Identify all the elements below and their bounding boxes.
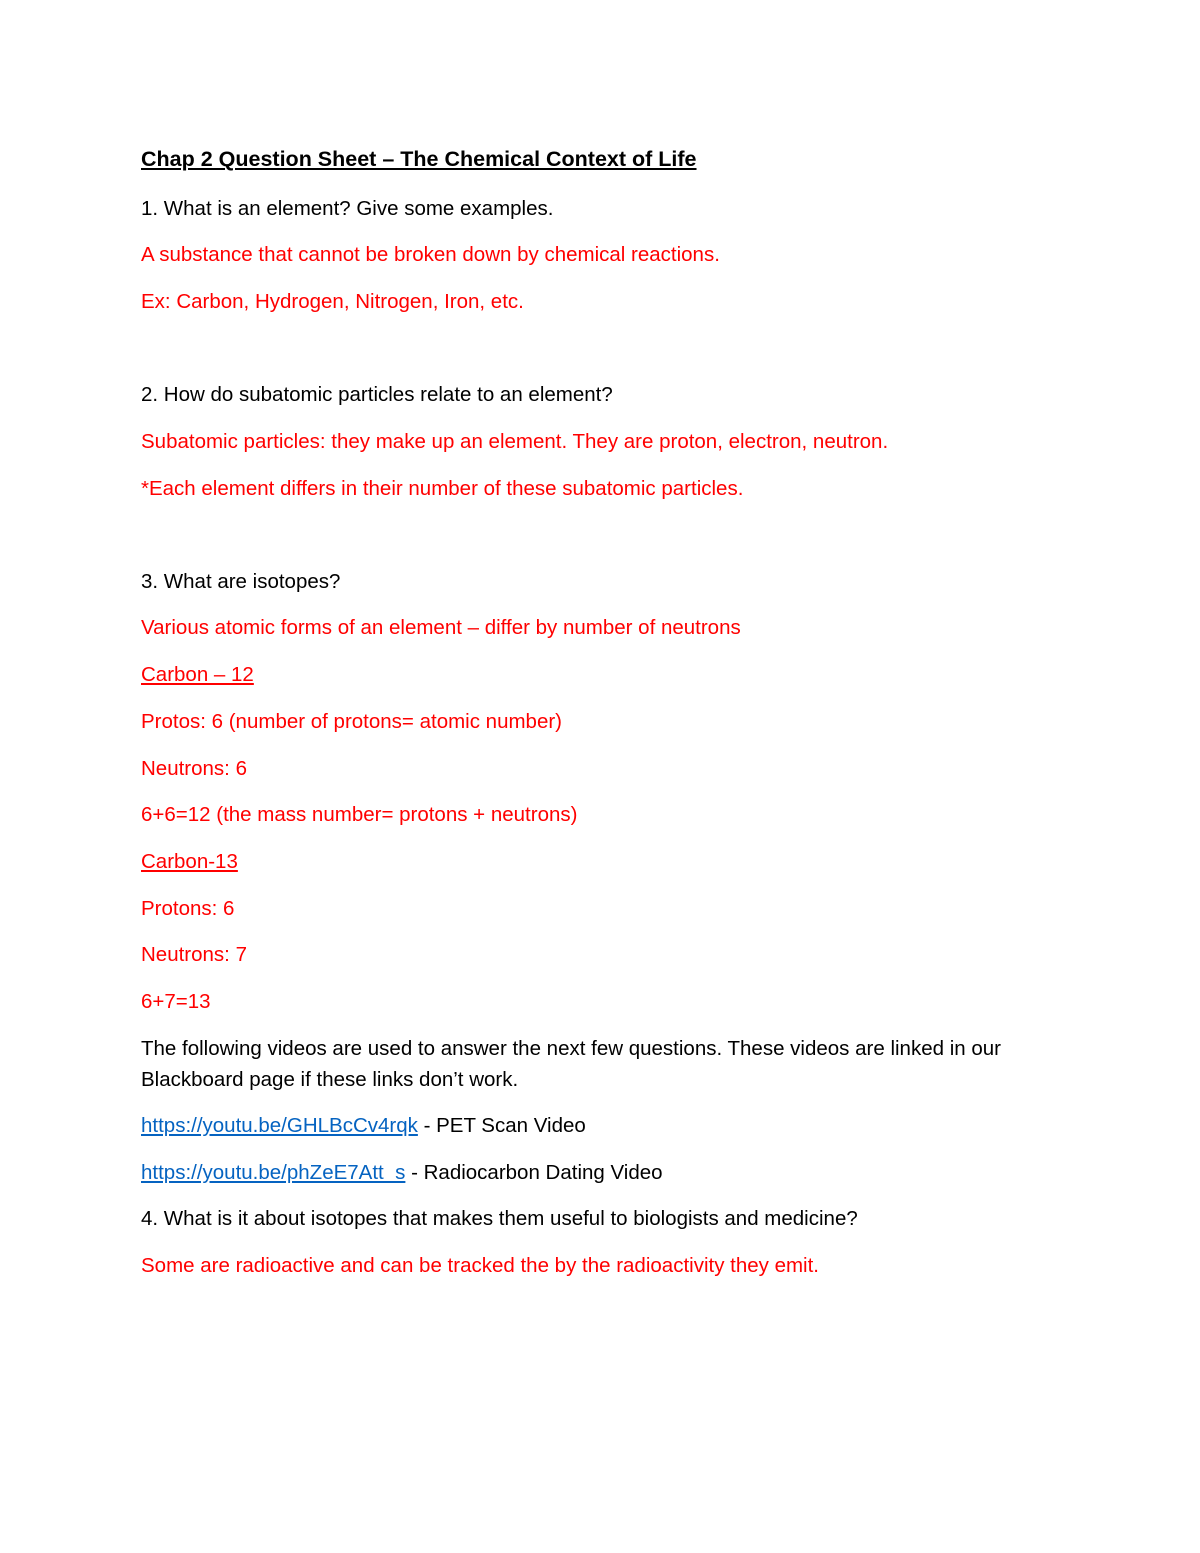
answer-1-definition: A substance that cannot be broken down by chemical reactions. xyxy=(141,243,720,266)
question-2: 2. How do subatomic particles relate to an element? xyxy=(141,383,613,406)
answer-4: Some are radioactive and can be tracked the by the radioactivity they emit. xyxy=(141,1254,820,1277)
video-label-pet-scan: - PET Scan Video xyxy=(417,1114,586,1137)
page-title: Chap 2 Question Sheet – The Chemical Context of Life xyxy=(141,147,697,171)
video-label-radiocarbon: - Radiocarbon Dating Video xyxy=(405,1161,663,1184)
video-item-radiocarbon xyxy=(141,1161,663,1185)
carbon-13-heading: Carbon-13 xyxy=(141,850,238,873)
question-4: 4. What is it about isotopes that makes them useful to biologists and medicine? xyxy=(141,1207,858,1230)
video-link-pet-scan[interactable]: https://youtu.be/GHLBcCv4rqk xyxy=(141,1114,418,1137)
videos-intro-line-1: The following videos are used to answer the next few questions. These videos are linked in our xyxy=(141,1037,1001,1060)
carbon-13-neutrons: Neutrons: 7 xyxy=(141,943,247,966)
answer-1-examples: Ex: Carbon, Hydrogen, Nitrogen, Iron, etc. xyxy=(141,290,524,313)
answer-2-note: *Each element differs in their number of these subatomic particles. xyxy=(141,477,744,500)
question-1: 1. What is an element? Give some examples. xyxy=(141,197,554,220)
video-link-radiocarbon[interactable]: https://youtu.be/phZeE7Att_s xyxy=(141,1161,406,1184)
answer-3-definition: Various atomic forms of an element – differ by number of neutrons xyxy=(141,616,741,639)
videos-intro-line-2: Blackboard page if these links don’t work. xyxy=(141,1068,519,1091)
video-item-pet-scan xyxy=(141,1114,586,1138)
carbon-12-heading: Carbon – 12 xyxy=(141,663,254,686)
answer-2-particles: Subatomic particles: they make up an element. They are proton, electron, neutron. xyxy=(141,430,889,453)
carbon-12-sum: 6+6=12 (the mass number= protons + neutrons) xyxy=(141,803,578,826)
carbon-12-protons: Protos: 6 (number of protons= atomic number) xyxy=(141,710,563,733)
carbon-12-neutrons: Neutrons: 6 xyxy=(141,757,247,780)
carbon-13-protons: Protons: 6 xyxy=(141,897,235,920)
question-3: 3. What are isotopes? xyxy=(141,570,341,593)
carbon-13-sum: 6+7=13 xyxy=(141,990,211,1013)
